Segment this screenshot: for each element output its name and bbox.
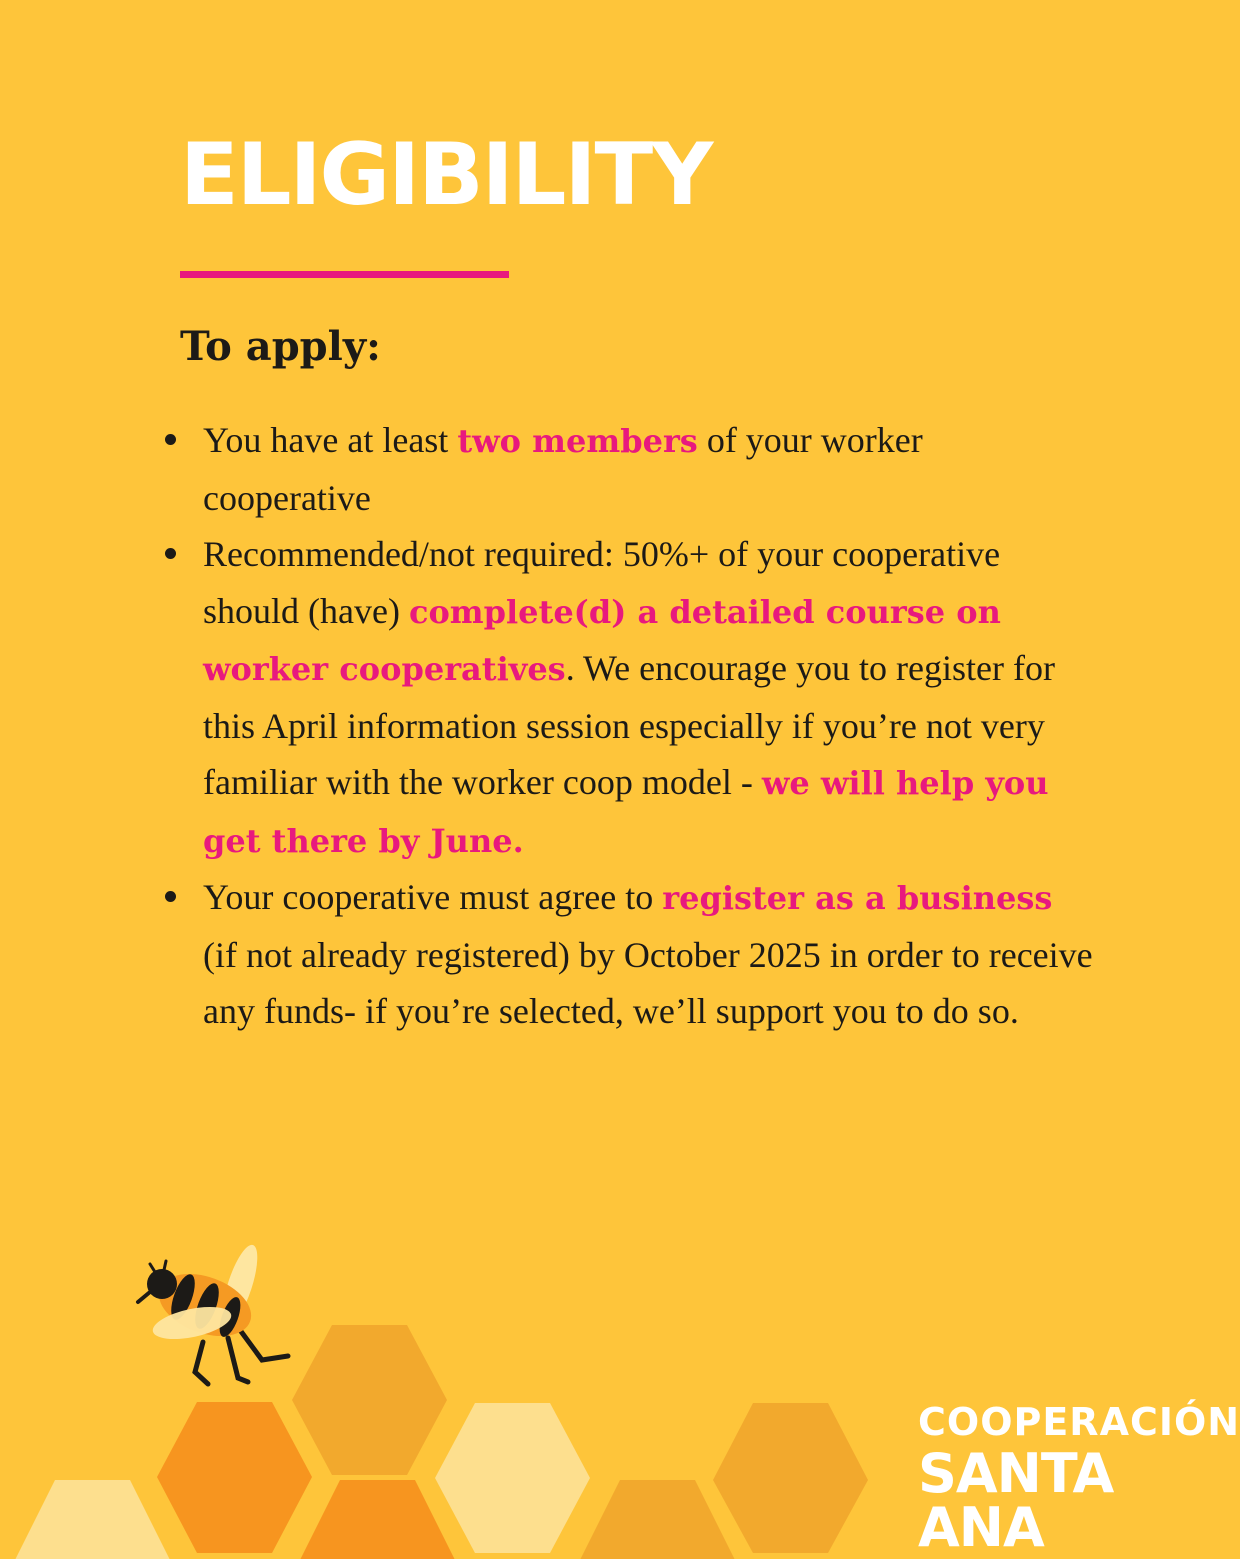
logo-line-2: SANTA ANA bbox=[918, 1442, 1114, 1559]
bullet-icon bbox=[165, 891, 176, 902]
highlight-text: complete(d) a detailed course on worker cooperatives bbox=[203, 592, 1001, 688]
requirements-list bbox=[165, 412, 1095, 1040]
page-title: ELIGIBILITY bbox=[180, 125, 712, 225]
body-text: Recommended/not required: 50%+ of your cooperative should (have) bbox=[203, 534, 1001, 631]
honeycomb-icon bbox=[580, 1480, 735, 1559]
section-subtitle: To apply: bbox=[180, 323, 381, 370]
honeycomb-illustration bbox=[0, 1230, 900, 1553]
honeycomb-icon bbox=[157, 1402, 312, 1553]
highlight-text: register as a business bbox=[662, 879, 1053, 917]
bullet-icon bbox=[165, 548, 176, 559]
highlight-text: we will help you get there by June. bbox=[203, 764, 1049, 860]
highlight-text: two members bbox=[457, 422, 698, 460]
honeycomb-icon bbox=[15, 1480, 170, 1559]
requirement-item bbox=[165, 869, 1095, 1040]
honeycomb-icon bbox=[292, 1325, 447, 1475]
body-text: You have at least bbox=[203, 420, 458, 460]
requirement-item bbox=[165, 412, 1095, 526]
body-text: Your cooperative must agree to bbox=[203, 877, 663, 917]
honeycomb-icon bbox=[300, 1480, 455, 1559]
honeycomb-icon bbox=[713, 1403, 868, 1553]
logo-line-1: COOPERACIÓN bbox=[918, 1400, 1240, 1444]
bee-icon bbox=[138, 1241, 288, 1384]
bullet-icon bbox=[165, 434, 176, 445]
body-text: of your worker cooperative bbox=[203, 420, 923, 518]
body-text: (if not already registered) by October 2025 in order to receive any funds- if you’re selected, we’ll support you to do so. bbox=[203, 934, 1093, 1031]
honeycomb-icon bbox=[435, 1403, 590, 1553]
cooperacion-santa-ana-logo bbox=[918, 1400, 1240, 1559]
title-underline bbox=[180, 271, 509, 278]
body-text: . We encourage you to register for this April information session especially if you’re not very familiar with the worker coop model - bbox=[203, 648, 1055, 802]
requirement-item bbox=[165, 526, 1095, 869]
